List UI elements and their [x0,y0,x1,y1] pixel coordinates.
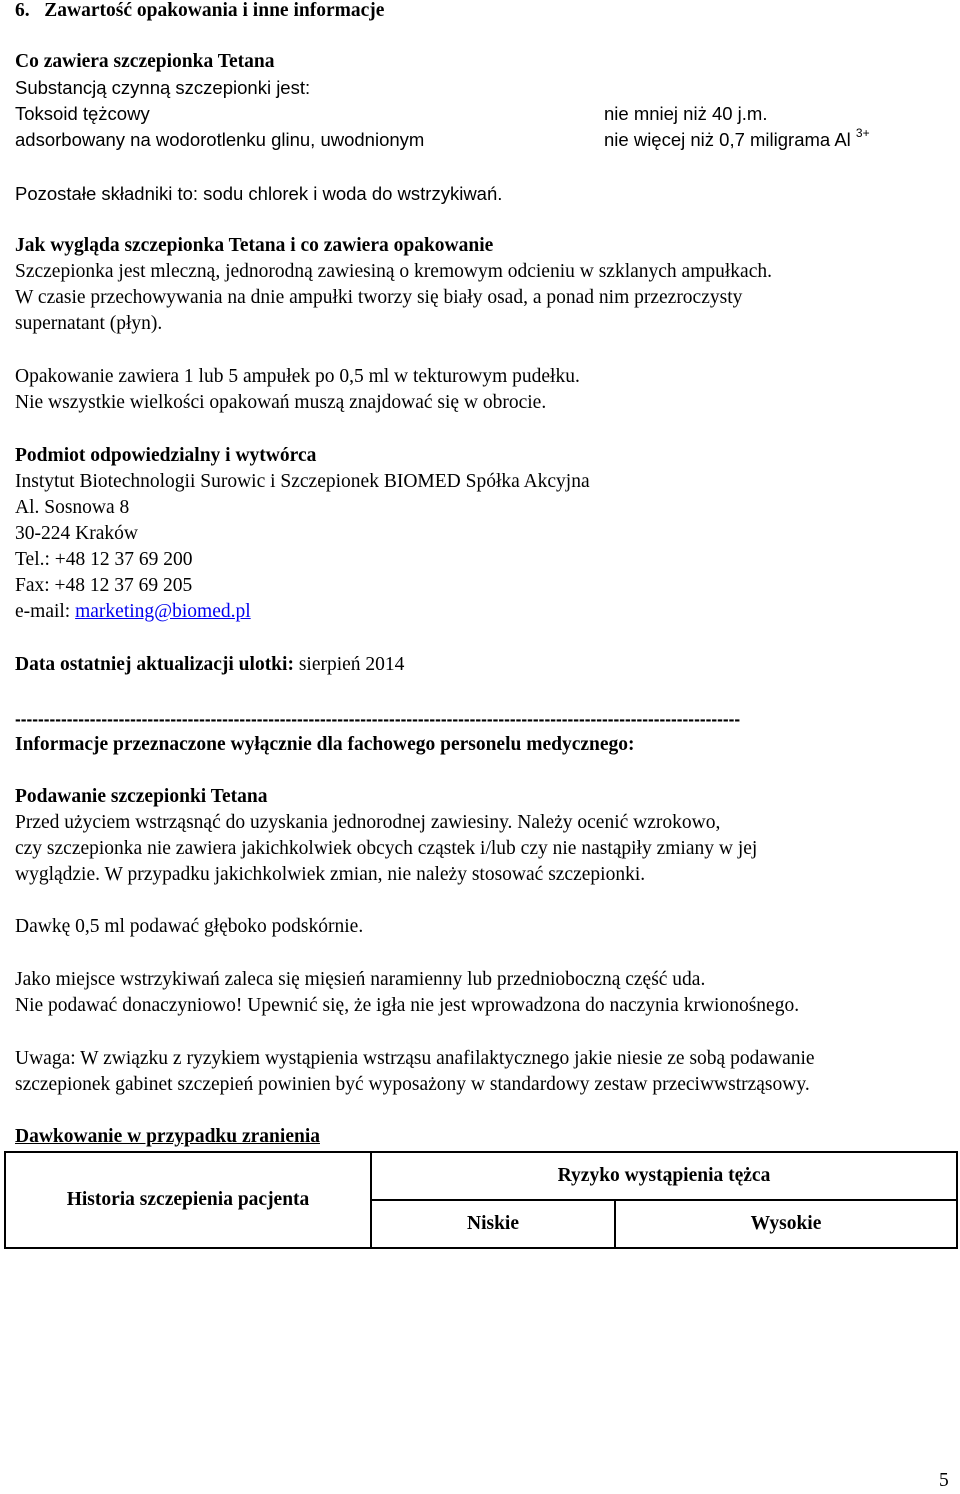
contents-heading: Co zawiera szczepionka Tetana [15,51,275,72]
site-line2: Nie podawać donaczyniowo! Upewnić się, że igła nie jest wprowadzona do naczynia krwionośnego. [15,995,800,1016]
update-label: Data ostatniej aktualizacji ulotki: [15,654,294,675]
site-line1: Jako miejsce wstrzykiwań zaleca się mięsień naramienny lub przednioboczną część uda. [15,969,706,990]
table-header-low: Niskie [371,1200,615,1248]
contents-other: Pozostałe składniki to: sodu chlorek i woda do wstrzykiwań. [15,183,503,204]
appearance-heading: Jak wygląda szczepionka Tetana i co zawiera opakowanie [15,235,494,256]
professional-heading: Informacje przeznaczone wyłącznie dla fachowego personelu medycznego: [15,734,635,755]
table-header-high: Wysokie [615,1200,957,1248]
appearance-pack2: Nie wszystkie wielkości opakowań muszą znajdować się w obrocie. [15,392,547,413]
table-header-history: Historia szczepienia pacjenta [5,1152,371,1248]
appearance-line3: supernatant (płyn). [15,313,163,334]
manufacturer-tel: Tel.: +48 12 37 69 200 [15,549,193,570]
table-header-risk: Ryzyko wystąpienia tężca [371,1152,957,1200]
appearance-pack1: Opakowanie zawiera 1 lub 5 ampułek po 0,5 ml w tekturowym pudełku. [15,366,580,387]
contents-row1-right: nie mniej niż 40 j.m. [604,103,768,124]
update-row [15,652,404,678]
contents-intro: Substancją czynną szczepionki jest: [15,77,311,98]
update-value: sierpień 2014 [293,654,405,675]
manufacturer-street: Al. Sosnowa 8 [15,497,130,518]
section-title: 6. Zawartość opakowania i inne informacje [15,0,385,21]
manufacturer-heading: Podmiot odpowiedzialny i wytwórca [15,445,317,466]
dose-text: Dawkę 0,5 ml podawać głęboko podskórnie. [15,916,364,937]
superscript: 3+ [855,126,870,140]
wound-dosing-heading: Dawkowanie w przypadku zranienia [15,1126,320,1147]
manufacturer-city: 30-224 Kraków [15,523,138,544]
administration-heading: Podawanie szczepionki Tetana [15,786,268,807]
appearance-line1: Szczepionka jest mleczną, jednorodną zawiesiną o kremowym odcieniu w szklanych ampułkach. [15,261,772,282]
administration-line1: Przed użyciem wstrząsnąć do uzyskania jednorodnej zawiesiny. Należy ocenić wzrokowo, [15,812,721,833]
warning-line2: szczepionek gabinet szczepień powinien być wyposażony w standardowy zestaw przeciwwstrząsowy. [15,1074,810,1095]
contents-row2-left: adsorbowany na wodorotlenku glinu, uwodnionym [15,129,425,150]
contents-row1-left: Toksoid tężcowy [15,103,150,124]
email-label: e-mail: [15,601,76,622]
administration-line3: wyglądzie. W przypadku jakichkolwiek zmian, nie należy stosować szczepionki. [15,864,646,885]
email-link[interactable]: marketing@biomed.pl [75,601,251,622]
appearance-line2: W czasie przechowywania na dnie ampułki tworzy się biały osad, a ponad nim przezroczysty [15,287,743,308]
manufacturer-email-row [15,599,251,625]
contents-row2-right: nie więcej niż 0,7 miligrama Al $^{3+}$ [604,126,870,150]
administration-line2: czy szczepionka nie zawiera jakichkolwiek obcych cząstek i/lub czy nie nastąpiły zmiany w jej [15,838,758,859]
dosing-table [4,1151,958,1249]
warning-line1: Uwaga: W związku z ryzykiem wystąpienia wstrząsu anafilaktycznego jakie niesie ze sobą podawanie [15,1048,815,1069]
page-number: 5 [939,1470,949,1491]
manufacturer-name: Instytut Biotechnologii Surowic i Szczepionek BIOMED Spółka Akcyjna [15,471,590,492]
separator-line: ------------------------------------------------------------------------------------------------------------------------------ [15,709,741,729]
manufacturer-fax: Fax: +48 12 37 69 205 [15,575,193,596]
